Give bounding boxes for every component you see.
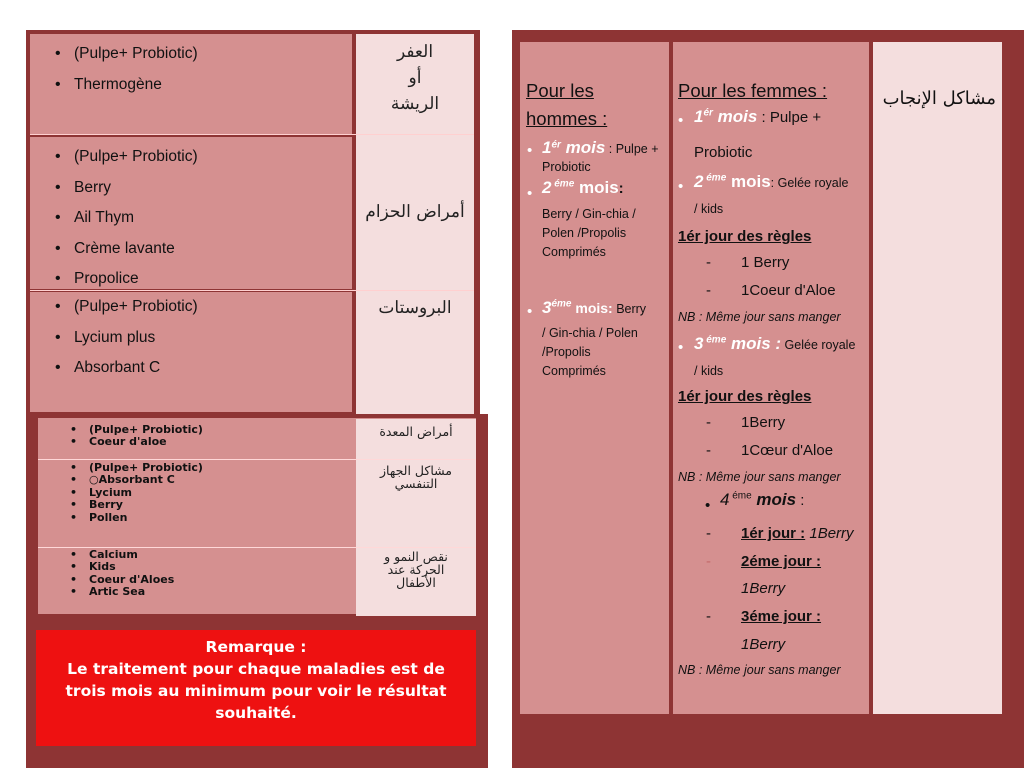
dash: -	[706, 442, 711, 459]
row-label: العفر أو الريشة	[356, 34, 474, 139]
bullet: •	[678, 112, 684, 129]
treatment-text: 1 Berry	[741, 254, 790, 271]
list-item: • (Pulpe+ Probiotic)	[38, 462, 203, 474]
nb-note: NB : Même jour sans manger	[678, 310, 841, 324]
treatment-text: / Gin-chia / Polen /Propolis Comprimés	[542, 326, 638, 378]
bullet: •	[527, 142, 533, 159]
treatment-text: 1Berry	[741, 580, 786, 597]
list-item: • Coeur d'Aloes	[38, 574, 174, 586]
row-divider	[30, 134, 474, 135]
dash: -	[706, 282, 711, 299]
treatment-text: 1Coeur d'Aloe	[741, 282, 836, 299]
list-item: • Berry	[30, 173, 352, 204]
row-divider	[30, 290, 474, 291]
treatment-list	[30, 292, 352, 384]
treatment-text: / kids	[694, 202, 724, 216]
men-heading: Pour les	[526, 80, 594, 101]
dash: -	[706, 608, 711, 625]
bullet: •	[527, 303, 533, 320]
bullet: •	[705, 497, 711, 514]
bullet: •	[678, 178, 684, 195]
month-2-women: 2 $^{éme}$ mois: Gelée royale	[694, 172, 849, 191]
month-1-men: $1^{ér}$ mois : Pulpe +	[542, 138, 659, 157]
dash: -	[706, 525, 711, 542]
dash: -	[706, 553, 711, 570]
month-2-men: 2 $^{éme}$ mois:	[542, 178, 624, 197]
row-label: البروستات	[356, 292, 474, 418]
treatment-list	[38, 549, 174, 599]
dash: -	[706, 414, 711, 431]
list-item: • Thermogène	[30, 70, 352, 101]
list-item: • Propolice	[30, 264, 352, 295]
list-item: • Pollen	[38, 512, 203, 524]
row-label: أمراض المعدة	[356, 419, 476, 465]
treatment-text: Berry / Gin-chia / Polen /Propolis Comprimés	[542, 207, 636, 259]
treatment-text: Probiotic	[694, 144, 753, 161]
remark-line: trois mois au minimum pour voir le résultat	[65, 682, 447, 700]
regles-heading: 1ér jour des règles	[678, 388, 812, 405]
list-item: • Lycium	[38, 487, 203, 499]
month-3-men: $3^{éme}$ mois: Berry	[542, 298, 647, 317]
bullet: •	[527, 185, 533, 202]
list-item: • Kids	[38, 561, 174, 573]
nb-note: NB : Même jour sans manger	[678, 663, 841, 677]
nb-note: NB : Même jour sans manger	[678, 470, 841, 484]
list-item: • Artic Sea	[38, 586, 174, 598]
list-item: • (Pulpe+ Probiotic)	[30, 39, 352, 70]
list-item: • ○Absorbant C	[38, 474, 203, 486]
list-item: • Ail Thym	[30, 203, 352, 234]
treatment-text: 1Cœur d'Aloe	[741, 442, 834, 459]
treatment-list	[38, 424, 203, 449]
regles-heading: 1ér jour des règles	[678, 228, 812, 245]
treatment-list	[30, 34, 352, 100]
list-item: • (Pulpe+ Probiotic)	[30, 142, 352, 173]
remark-line: souhaité.	[215, 704, 297, 722]
month-4-women: 4 $^{éme}$ mois :	[720, 490, 805, 509]
treatment-text: 1Berry	[741, 636, 786, 653]
table-row	[30, 34, 474, 134]
list-item: • Lycium plus	[30, 323, 352, 354]
treatment-text: Probiotic	[542, 160, 591, 174]
treatment-list	[38, 462, 203, 524]
women-heading: Pour les femmes :	[678, 80, 828, 101]
men-heading: hommes :	[526, 108, 608, 129]
table-row	[30, 292, 474, 412]
list-item: • Absorbant C	[30, 353, 352, 384]
remark-title: Remarque :	[205, 638, 307, 656]
row-label: نقص النمو و الحركة عند الأطفال	[356, 548, 476, 616]
dash: -	[706, 254, 711, 271]
day-3: 3éme jour :	[741, 608, 822, 625]
treatment-text: / kids	[694, 364, 724, 378]
row-label: أمراض الحزام	[356, 137, 474, 354]
list-item: • (Pulpe+ Probiotic)	[38, 424, 203, 436]
list-item: • Coeur d'aloe	[38, 436, 203, 448]
list-item: • Calcium	[38, 549, 174, 561]
treatment-text: 1Berry	[741, 414, 786, 431]
table-row	[30, 137, 474, 289]
row-label: مشاكل الإنجاب	[873, 42, 1002, 714]
row-label: مشاكل الجهاز التنفسي	[356, 460, 476, 551]
remark-box	[36, 630, 476, 746]
day-2: 2éme jour :	[741, 553, 822, 570]
month-3-women: 3 $^{éme}$ mois : Gelée royale	[694, 334, 856, 353]
list-item: • Crème lavante	[30, 234, 352, 265]
bullet: •	[678, 339, 684, 356]
remark-line: Le traitement pour chaque maladies est de	[67, 660, 445, 678]
treatment-list	[30, 137, 352, 295]
day-1: 1ér jour : 1Berry	[741, 525, 854, 542]
month-1-women: $1^{ér}$ mois : Pulpe +	[694, 107, 822, 126]
list-item: • (Pulpe+ Probiotic)	[30, 292, 352, 323]
list-item: • Berry	[38, 499, 203, 511]
